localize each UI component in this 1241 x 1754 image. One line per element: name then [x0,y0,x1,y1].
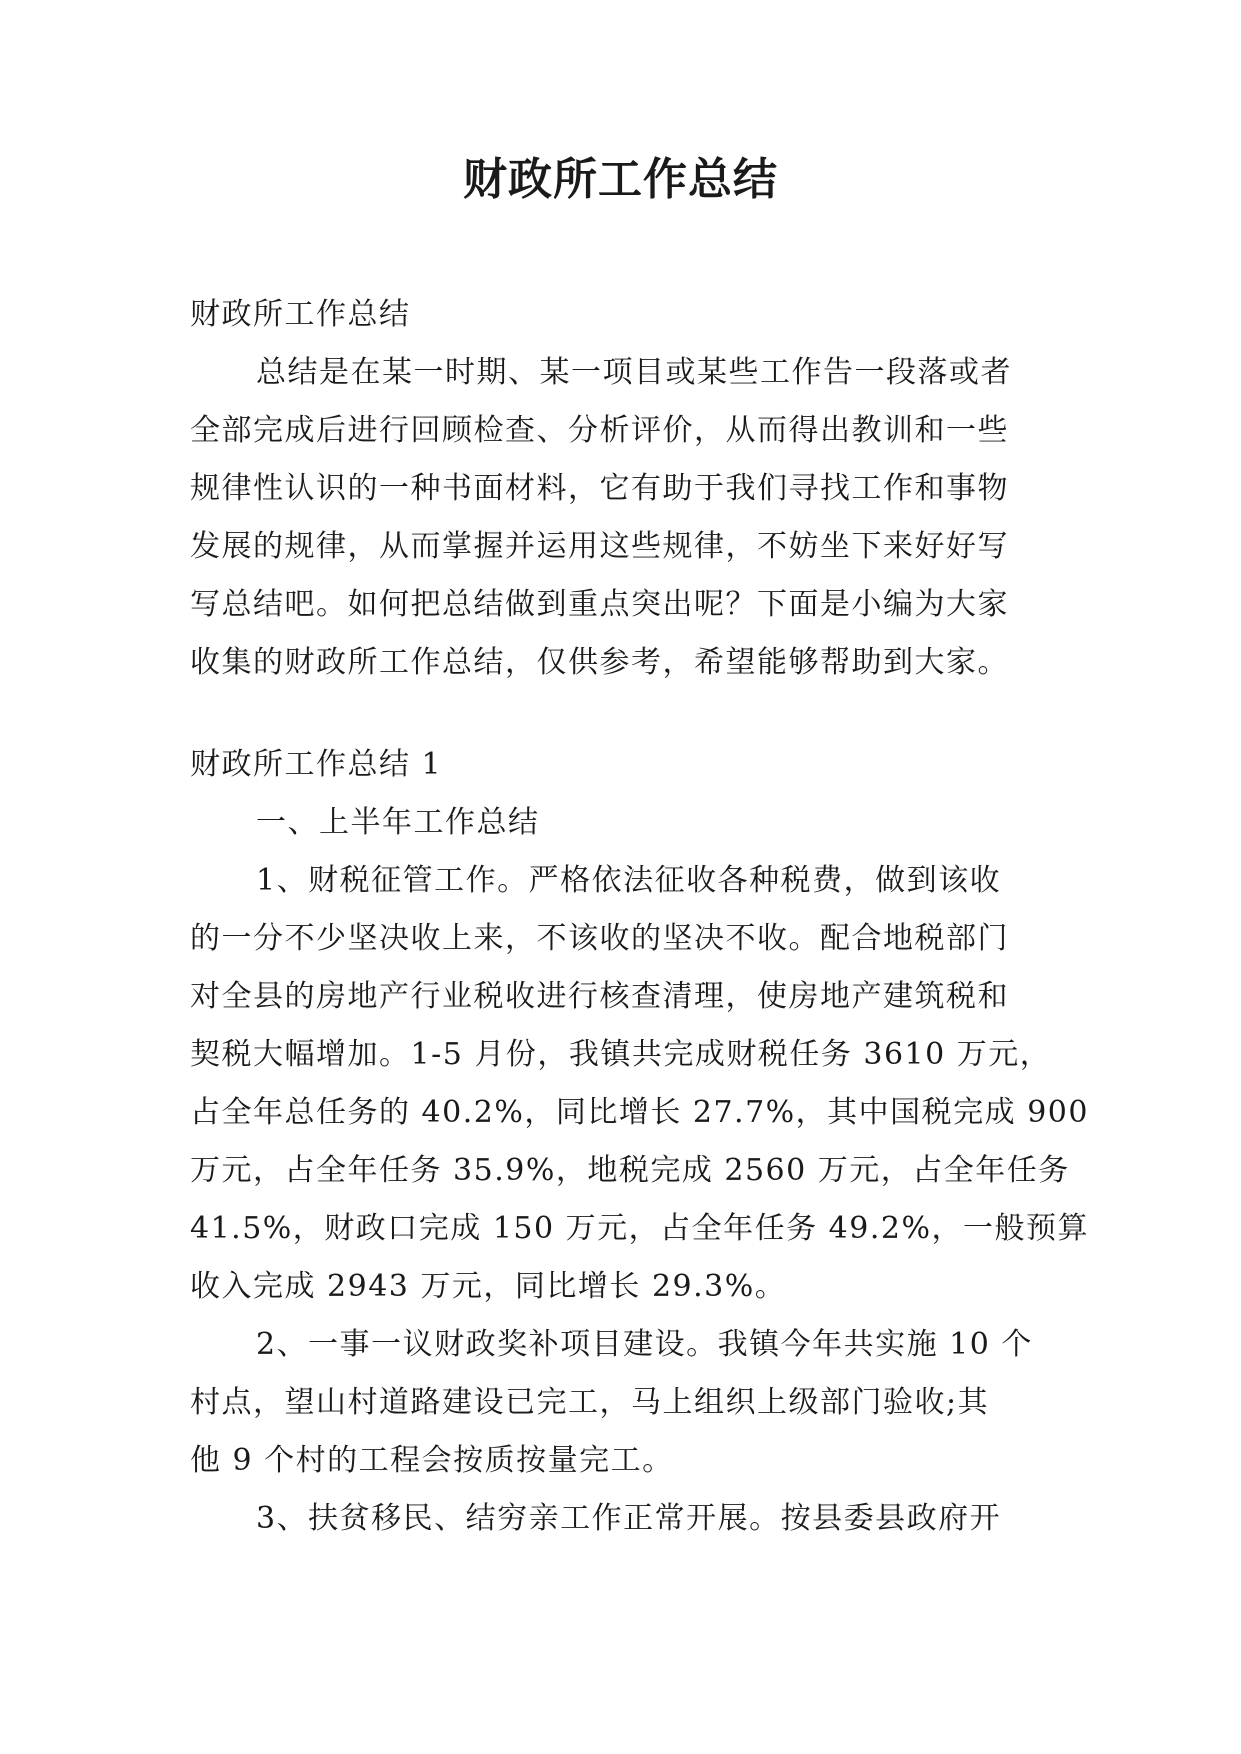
paragraph-line: 41.5%，财政口完成 150 万元，占全年任务 49.2%，一般预算 [190,1211,1089,1246]
intro-line: 全部完成后进行回顾检查、分析评价，从而得出教训和一些 [190,413,1009,448]
paragraph-line: 他 9 个村的工程会按质按量完工。 [190,1443,674,1478]
intro-line: 发展的规律，从而掌握并运用这些规律，不妨坐下来好好写 [190,529,1009,564]
paragraph-line: 的一分不少坚决收上来，不该收的坚决不收。配合地税部门 [190,921,1009,956]
paragraph-line: 3、扶贫移民、结穷亲工作正常开展。按县委县政府开 [256,1501,1002,1536]
paragraph-line: 村点，望山村道路建设已完工，马上组织上级部门验收;其 [190,1385,990,1420]
intro-heading: 财政所工作总结 [190,297,411,332]
paragraph-line: 对全县的房地产行业税收进行核查清理，使房地产建筑税和 [190,979,1009,1014]
paragraph-line: 占全年总任务的 40.2%，同比增长 27.7%，其中国税完成 900 [190,1095,1089,1130]
intro-line: 总结是在某一时期、某一项目或某些工作告一段落或者 [256,355,1012,390]
document-body [190,286,1089,1548]
paragraph-line: 1、财税征管工作。严格依法征收各种税费，做到该收 [256,863,1002,898]
paragraph-line: 收入完成 2943 万元，同比增长 29.3%。 [190,1269,787,1304]
document-title: 财政所工作总结 [463,154,778,205]
section-gap [190,692,1050,736]
paragraph-line: 2、一事一议财政奖补项目建设。我镇今年共实施 10 个 [256,1327,1033,1362]
section-subheading: 一、上半年工作总结 [256,805,540,840]
intro-line: 写总结吧。如何把总结做到重点突出呢？下面是小编为大家 [190,587,1009,622]
intro-line: 收集的财政所工作总结，仅供参考，希望能够帮助到大家。 [190,645,1009,680]
intro-line: 规律性认识的一种书面材料，它有助于我们寻找工作和事物 [190,471,1009,506]
paragraph-line: 契税大幅增加。1-5 月份，我镇共完成财税任务 3610 万元， [190,1037,1052,1072]
paragraph-line: 万元，占全年任务 35.9%，地税完成 2560 万元，占全年任务 [190,1153,1070,1188]
section-heading: 财政所工作总结 1 [190,747,443,782]
